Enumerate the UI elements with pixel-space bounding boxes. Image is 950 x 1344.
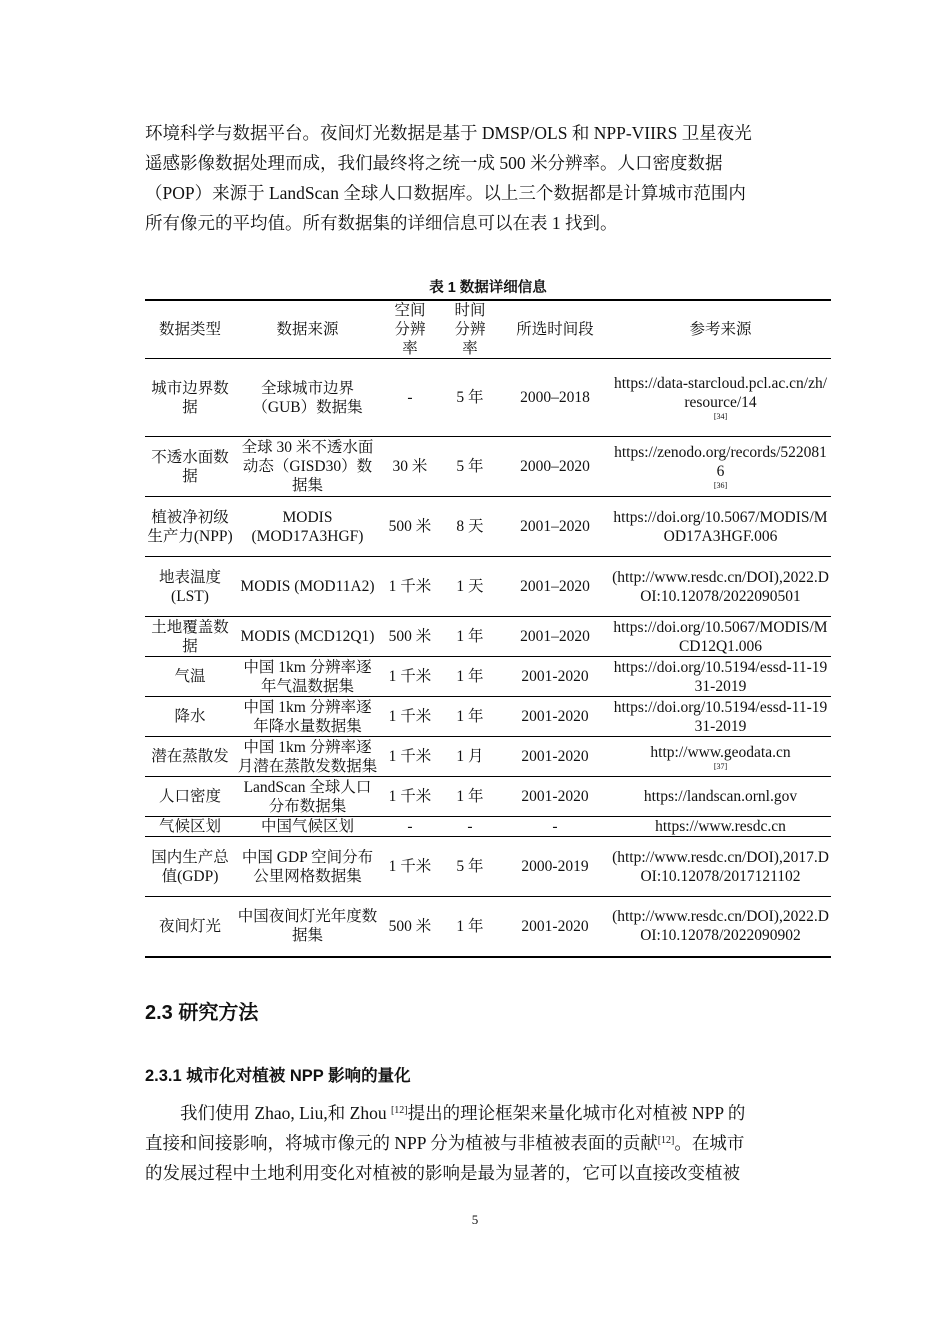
cell-reference	[610, 657, 831, 697]
intro-paragraph	[145, 118, 810, 238]
cell-data-type-text: 土地覆盖数据	[151, 618, 229, 655]
cell-data-type	[145, 777, 235, 817]
cell-data-source	[235, 359, 380, 437]
cell-spatial-resolution	[380, 897, 440, 957]
cell-data-source-text: LandScan 全球人口分布数据集	[243, 778, 372, 815]
table-row	[145, 837, 831, 897]
cell-data-type-text: 降水	[174, 708, 206, 725]
cell-reference-text: (http://www.resdc.cn/DOI),2022.DOI:10.12078/2022090501	[612, 568, 829, 605]
cell-temporal-resolution	[440, 359, 500, 437]
cell-data-source-text: MODIS (MOD17A3HGF)	[251, 508, 364, 545]
table-row	[145, 617, 831, 657]
cell-spatial-resolution	[380, 817, 440, 837]
header-reference: 参考来源	[689, 321, 752, 338]
method-line	[145, 1098, 810, 1128]
cell-data-source-text: MODIS (MCD12Q1)	[240, 628, 375, 645]
cell-spatial-resolution	[380, 777, 440, 817]
cell-spatial-resolution	[380, 437, 440, 497]
table-header-row	[145, 300, 831, 359]
cell-temporal-resolution-text: 1 年	[456, 628, 484, 645]
cell-period-text: 2001-2020	[521, 748, 589, 765]
header-data-source: 数据来源	[276, 321, 339, 338]
cell-period	[500, 497, 610, 557]
cell-data-source-text: 中国 GDP 空间分布公里网格数据集	[241, 848, 374, 885]
table-row	[145, 737, 831, 777]
table-row	[145, 437, 831, 497]
intro-line: 遥感影像数据处理而成，我们最终将之统一成 500 米分辨率。人口密度数据	[145, 153, 723, 173]
citation: [12]	[657, 1135, 675, 1146]
header-temporal-resolution: 时间分辨率	[454, 302, 486, 357]
cell-data-type-text: 城市边界数据	[151, 379, 229, 416]
cell-reference	[610, 697, 831, 737]
cell-period	[500, 697, 610, 737]
cell-data-type-text: 气候区划	[158, 818, 221, 835]
cell-data-source-text: 中国 1km 分辨率逐月潜在蒸散发数据集	[237, 738, 378, 775]
cell-data-source-text: 中国夜间灯光年度数据集	[237, 908, 378, 945]
cell-spatial-resolution-text: 500 米	[388, 628, 432, 645]
table-row	[145, 817, 831, 837]
cell-reference-text: https://doi.org/10.5067/MODIS/MOD17A3HGF.006	[613, 508, 828, 545]
cell-spatial-resolution	[380, 617, 440, 657]
cell-reference	[610, 817, 831, 837]
intro-line: 环境科学与数据平台。夜间灯光数据是基于 DMSP/OLS 和 NPP-VIIRS 卫星夜光	[145, 123, 752, 143]
cell-temporal-resolution	[440, 777, 500, 817]
cell-data-type	[145, 737, 235, 777]
cell-spatial-resolution-text: 500 米	[388, 518, 432, 535]
intro-line: （POP）来源于 LandScan 全球人口数据库。以上三个数据都是计算城市范围内	[145, 183, 746, 203]
cell-period-text: 2001–2020	[520, 518, 590, 535]
cell-data-source	[235, 657, 380, 697]
cell-period	[500, 737, 610, 777]
cell-data-source-text: MODIS (MOD11A2)	[240, 578, 375, 595]
cell-spatial-resolution	[380, 557, 440, 617]
cell-data-source	[235, 837, 380, 897]
table-row	[145, 697, 831, 737]
cell-data-type	[145, 817, 235, 837]
cell-spatial-resolution	[380, 837, 440, 897]
cell-period	[500, 557, 610, 617]
table-row	[145, 359, 831, 437]
cell-spatial-resolution-text: 1 千米	[388, 748, 432, 765]
cell-spatial-resolution	[380, 497, 440, 557]
cell-reference	[610, 837, 831, 897]
cell-period-text: 2001–2020	[520, 578, 590, 595]
cell-temporal-resolution	[440, 837, 500, 897]
cell-temporal-resolution	[440, 817, 500, 837]
citation: [36]	[713, 481, 728, 490]
cell-data-source-text: 中国 1km 分辨率逐年气温数据集	[243, 658, 372, 695]
cell-reference-text: https://doi.org/10.5194/essd-11-1931-2019	[613, 698, 828, 735]
cell-reference	[610, 777, 831, 817]
cell-data-source	[235, 737, 380, 777]
cell-data-source	[235, 697, 380, 737]
cell-period-text: 2001-2020	[521, 788, 589, 805]
cell-spatial-resolution-text: -	[407, 389, 413, 406]
cell-data-source	[235, 897, 380, 957]
cell-spatial-resolution-text: 1 千米	[388, 708, 432, 725]
method-line	[145, 1128, 810, 1158]
cell-data-source	[235, 817, 380, 837]
cell-temporal-resolution	[440, 437, 500, 497]
cell-reference	[610, 497, 831, 557]
cell-reference-text: https://www.resdc.cn	[655, 818, 786, 835]
cell-data-type	[145, 437, 235, 497]
cell-reference-text: https://landscan.ornl.gov	[643, 788, 798, 805]
cell-data-source	[235, 497, 380, 557]
cell-temporal-resolution	[440, 557, 500, 617]
cell-data-type-text: 潜在蒸散发	[151, 748, 229, 765]
cell-temporal-resolution-text: 1 月	[456, 748, 484, 765]
cell-reference-text: (http://www.resdc.cn/DOI),2022.DOI:10.12078/2022090902	[612, 908, 829, 945]
cell-data-type	[145, 697, 235, 737]
cell-data-type-text: 人口密度	[158, 788, 221, 805]
cell-period	[500, 617, 610, 657]
cell-data-source-text: 全球 30 米不透水面动态（GISD30）数据集	[241, 439, 374, 494]
table-row	[145, 497, 831, 557]
cell-temporal-resolution	[440, 497, 500, 557]
cell-reference	[610, 897, 831, 957]
method-text: 。在城市	[674, 1133, 745, 1153]
cell-spatial-resolution	[380, 737, 440, 777]
cell-data-source-text: 中国 1km 分辨率逐年降水量数据集	[243, 698, 372, 735]
citation: [34]	[713, 412, 728, 421]
header-spatial-resolution: 空间分辨率	[394, 302, 426, 357]
cell-period-text: 2001–2020	[520, 628, 590, 645]
cell-period-text: 2000–2020	[520, 458, 590, 475]
cell-temporal-resolution	[440, 697, 500, 737]
cell-temporal-resolution-text: -	[467, 818, 473, 835]
cell-period	[500, 777, 610, 817]
cell-spatial-resolution	[380, 697, 440, 737]
cell-temporal-resolution	[440, 897, 500, 957]
cell-data-type	[145, 497, 235, 557]
cell-reference	[610, 359, 831, 437]
cell-temporal-resolution-text: 1 年	[456, 708, 484, 725]
method-paragraph	[145, 1098, 810, 1188]
cell-reference-text: https://data-starcloud.pcl.ac.cn/zh/resource/14	[613, 375, 828, 411]
cell-period	[500, 437, 610, 497]
table-caption: 表 1 数据详细信息	[429, 280, 547, 296]
data-table	[145, 299, 831, 958]
cell-period-text: -	[552, 818, 558, 835]
cell-spatial-resolution-text: 30 米	[392, 458, 428, 475]
cell-reference-text: https://doi.org/10.5194/essd-11-1931-2019	[613, 658, 828, 695]
cell-period-text: 2001-2020	[521, 708, 589, 725]
method-text: 直接和间接影响，将城市像元的 NPP 分为植被与非植被表面的贡献	[145, 1133, 658, 1153]
cell-period-text: 2001-2020	[521, 668, 589, 685]
cell-temporal-resolution-text: 5 年	[456, 458, 484, 475]
table-row	[145, 777, 831, 817]
cell-reference-text: https://zenodo.org/records/5220816	[614, 444, 827, 480]
citation: [37]	[713, 761, 728, 771]
table-row	[145, 897, 831, 957]
cell-temporal-resolution-text: 1 年	[456, 917, 484, 935]
cell-spatial-resolution-text: 1 千米	[388, 858, 432, 875]
citation: [12]	[390, 1105, 408, 1116]
cell-data-source-text: 中国气候区划	[260, 818, 354, 835]
table-row	[145, 557, 831, 617]
cell-data-type	[145, 837, 235, 897]
cell-reference-text: https://doi.org/10.5067/MODIS/MCD12Q1.006	[613, 618, 828, 655]
cell-data-type	[145, 897, 235, 957]
cell-data-source-text: 全球城市边界（GUB）数据集	[252, 379, 363, 416]
cell-period	[500, 657, 610, 697]
cell-temporal-resolution-text: 1 天	[456, 578, 484, 595]
cell-period	[500, 359, 610, 437]
cell-reference	[610, 437, 831, 497]
cell-spatial-resolution-text: -	[407, 818, 413, 835]
cell-spatial-resolution	[380, 657, 440, 697]
cell-temporal-resolution	[440, 657, 500, 697]
cell-period-text: 2000–2018	[520, 389, 590, 406]
cell-data-type-text: 地表温度(LST)	[158, 568, 221, 605]
subsection-heading: 2.3.1 城市化对植被 NPP 影响的量化	[145, 1067, 411, 1085]
cell-spatial-resolution-text: 1 千米	[388, 788, 432, 805]
cell-reference	[610, 557, 831, 617]
cell-data-source	[235, 777, 380, 817]
cell-temporal-resolution-text: 1 年	[456, 668, 484, 685]
cell-data-type	[145, 617, 235, 657]
table-body	[145, 359, 831, 957]
cell-period	[500, 817, 610, 837]
cell-data-type	[145, 359, 235, 437]
cell-data-source	[235, 437, 380, 497]
cell-temporal-resolution-text: 5 年	[456, 858, 484, 875]
cell-period-text: 2001-2020	[521, 917, 589, 935]
cell-data-type	[145, 557, 235, 617]
cell-spatial-resolution	[380, 359, 440, 437]
cell-data-type-text: 不透水面数据	[151, 448, 229, 485]
cell-spatial-resolution-text: 1 千米	[388, 578, 432, 595]
cell-data-type-text: 国内生产总值(GDP)	[151, 848, 229, 885]
method-text: 我们使用 Zhao, Liu,和 Zhou	[180, 1103, 391, 1123]
cell-temporal-resolution	[440, 737, 500, 777]
intro-line: 所有像元的平均值。所有数据集的详细信息可以在表 1 找到。	[145, 213, 618, 233]
cell-reference-text: (http://www.resdc.cn/DOI),2017.DOI:10.12078/2017121102	[612, 848, 829, 885]
cell-temporal-resolution-text: 1 年	[456, 788, 484, 805]
cell-temporal-resolution-text: 5 年	[456, 389, 484, 406]
cell-reference	[610, 617, 831, 657]
cell-data-type	[145, 657, 235, 697]
header-period: 所选时间段	[516, 321, 594, 338]
cell-temporal-resolution	[440, 617, 500, 657]
cell-spatial-resolution-text: 1 千米	[388, 668, 432, 685]
cell-data-type-text: 夜间灯光	[158, 917, 221, 935]
section-heading: 2.3 研究方法	[145, 1002, 259, 1024]
cell-reference	[610, 737, 831, 777]
cell-data-type-text: 气温	[174, 668, 206, 685]
table-row	[145, 657, 831, 697]
cell-data-source	[235, 617, 380, 657]
header-data-type: 数据类型	[158, 321, 221, 338]
cell-spatial-resolution-text: 500 米	[388, 917, 432, 935]
cell-data-source	[235, 557, 380, 617]
cell-reference-text: http://www.geodata.cn	[650, 743, 791, 761]
cell-period	[500, 897, 610, 957]
page-number: 5	[471, 1212, 479, 1227]
cell-period	[500, 837, 610, 897]
cell-period-text: 2000-2019	[521, 858, 589, 875]
cell-data-type-text: 植被净初级生产力(NPP)	[147, 508, 233, 545]
method-text: 提出的理论框架来量化城市化对植被 NPP 的	[407, 1103, 746, 1123]
cell-temporal-resolution-text: 8 天	[456, 518, 484, 535]
method-line: 的发展过程中土地利用变化对植被的影响是最为显著的，它可以直接改变植被	[145, 1163, 740, 1183]
